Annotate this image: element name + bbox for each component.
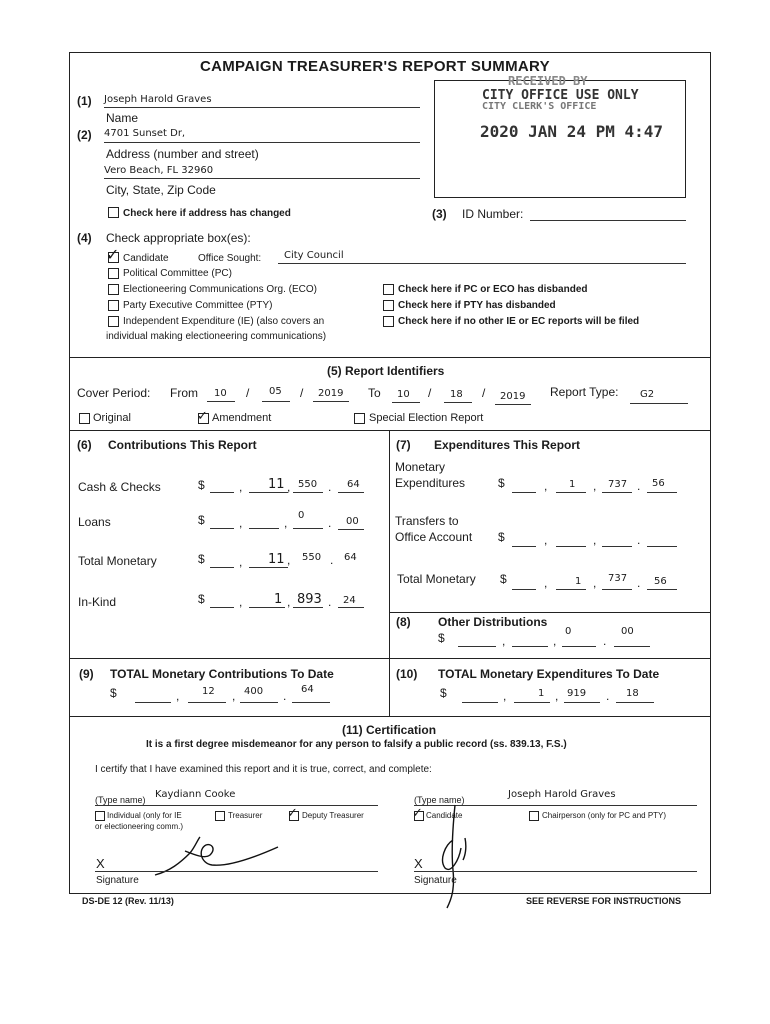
check-boxes-label: Check appropriate box(es): (106, 231, 251, 245)
office-sought-label: Office Sought: (198, 253, 262, 264)
pc-disband-checkbox[interactable] (383, 284, 394, 295)
name-line (104, 107, 420, 108)
slash-3: / (428, 386, 432, 400)
office-sought-value[interactable]: City Council (284, 250, 344, 261)
left-type-name-value[interactable]: Kaydiann Cooke (155, 789, 236, 800)
exp-to-date-thousands[interactable]: 1 (538, 688, 545, 699)
cash-comma: , (239, 480, 243, 494)
eco-checkbox[interactable] (108, 284, 119, 295)
special-election-checkbox[interactable] (354, 413, 365, 424)
city-value[interactable]: Vero Beach, FL 32960 (104, 165, 214, 176)
total-contrib-to-date-header: TOTAL Monetary Contributions To Date (110, 667, 334, 681)
divider-8 (389, 612, 710, 613)
contrib-to-date-comma: , (176, 689, 180, 703)
monetary-exp-comma: , (544, 479, 548, 493)
total-exp-thousands[interactable]: 1 (575, 576, 582, 587)
left-signature-x: X (96, 856, 105, 871)
contrib-to-date-line-3 (240, 702, 278, 703)
office-sought-line (278, 263, 686, 264)
to-label: To (368, 386, 381, 400)
individual-checkbox[interactable] (95, 811, 105, 821)
name-value[interactable]: Joseph Harold Graves (104, 94, 212, 105)
treasurer-label: Treasurer (228, 811, 263, 820)
certify-statement: I certify that I have examined this report and it is true, correct, and complete: (95, 764, 432, 775)
from-day-line (262, 401, 290, 402)
transfers-label-1: Transfers to (395, 514, 459, 528)
exp-to-date-hundreds[interactable]: 919 (567, 688, 587, 699)
contrib-to-date-cents[interactable]: 64 (301, 684, 314, 695)
report-type-value[interactable]: G2 (640, 389, 655, 400)
section-7-num: (7) (396, 438, 411, 452)
other-dist-dollars[interactable]: 0 (565, 626, 572, 637)
individual-label: Individual (only for IE (107, 811, 182, 820)
contrib-to-date-line-2 (188, 702, 226, 703)
total-exp-to-date-header: TOTAL Monetary Expenditures To Date (438, 667, 660, 681)
cash-line-4 (338, 492, 364, 493)
section-5-header: (5) Report Identifiers (327, 364, 445, 378)
section-10-num: (10) (396, 667, 418, 681)
slash-1: / (246, 386, 250, 400)
total-exp-line-2 (556, 589, 586, 590)
total-exp-hundreds[interactable]: 737 (608, 573, 628, 584)
eco-label: Electioneering Communications Org. (ECO) (123, 284, 317, 295)
total-contrib-line-2 (249, 567, 288, 568)
to-month[interactable]: 10 (397, 389, 410, 400)
contrib-to-date-dot: . (283, 689, 287, 703)
section-2-num: (2) (77, 128, 92, 142)
total-contrib-comma-2: , (287, 553, 291, 567)
other-dist-comma: , (502, 634, 506, 648)
right-signature-label: Signature (414, 875, 457, 886)
contrib-to-date-thousands[interactable]: 12 (202, 686, 215, 697)
monetary-exp-dot: . (637, 479, 641, 493)
original-checkbox[interactable] (79, 413, 90, 424)
total-contrib-cents[interactable]: 64 (344, 552, 357, 563)
contrib-to-date-comma-2: , (232, 689, 236, 703)
address-line (104, 142, 420, 143)
transfers-comma: , (544, 533, 548, 547)
exp-to-date-line-3 (564, 702, 600, 703)
left-signature-label: Signature (96, 875, 139, 886)
total-exp-dollar: $ (500, 572, 507, 586)
contrib-to-date-line-4 (292, 702, 330, 703)
total-contrib-line-1 (210, 567, 234, 568)
right-signature-scribble (425, 800, 485, 910)
inkind-dollar: $ (198, 592, 205, 606)
loans-dollar: $ (198, 513, 205, 527)
transfers-line-4 (647, 546, 677, 547)
pty-disband-checkbox[interactable] (383, 300, 394, 311)
contrib-to-date-line-1 (135, 702, 171, 703)
other-dist-dot: . (603, 634, 607, 648)
monetary-exp-hundreds[interactable]: 737 (608, 479, 628, 490)
loans-comma-2: , (284, 516, 288, 530)
total-exp-label: Total Monetary (397, 572, 476, 586)
to-day-line (444, 402, 472, 403)
section-8-num: (8) (396, 615, 411, 629)
monetary-exp-dollar: $ (498, 476, 505, 490)
exp-to-date-comma: , (503, 689, 507, 703)
inkind-cents[interactable]: 24 (343, 595, 356, 606)
total-contrib-thousands[interactable]: 11 (268, 552, 285, 567)
other-dist-line-4 (614, 646, 650, 647)
exp-to-date-line-1 (462, 702, 498, 703)
address-changed-label: Check here if address has changed (123, 208, 291, 219)
city-line (104, 178, 420, 179)
other-dist-dollar: $ (438, 631, 445, 645)
form-title: CAMPAIGN TREASURER'S REPORT SUMMARY (200, 58, 550, 75)
total-contrib-label: Total Monetary (78, 554, 157, 568)
see-reverse-instructions: SEE REVERSE FOR INSTRUCTIONS (526, 896, 682, 906)
address-value[interactable]: 4701 Sunset Dr, (104, 128, 186, 139)
section-3-num: (3) (432, 207, 447, 221)
total-exp-dot: . (637, 576, 641, 590)
received-stamp: RECEIVED BY (508, 74, 588, 88)
ie-label: Independent Expenditure (IE) (also covers an (123, 316, 325, 327)
loans-line-1 (210, 528, 234, 529)
other-dist-line-3 (562, 646, 596, 647)
loans-line-3 (293, 528, 323, 529)
to-day[interactable]: 18 (450, 389, 463, 400)
to-month-line (392, 402, 420, 403)
other-dist-line-1 (458, 646, 496, 647)
monetary-exp-label-2: Expenditures (395, 476, 466, 490)
transfers-comma-2: , (593, 533, 597, 547)
cash-line-1 (210, 492, 234, 493)
total-contrib-hundreds[interactable]: 550 (302, 552, 322, 563)
total-exp-cents[interactable]: 56 (654, 576, 667, 587)
cash-dollar: $ (198, 478, 205, 492)
total-exp-comma-2: , (593, 576, 597, 590)
loans-hundreds[interactable]: 0 (298, 510, 305, 521)
exp-to-date-dot: . (606, 689, 610, 703)
signer-candidate-label: Candidate (426, 811, 463, 820)
inkind-dot: . (328, 595, 332, 609)
cash-hundreds[interactable]: 550 (298, 479, 318, 490)
monetary-exp-line-3 (602, 492, 632, 493)
candidate-check-mark: ✓ (106, 247, 120, 264)
total-exp-line-1 (512, 589, 536, 590)
ie-checkbox[interactable] (108, 316, 119, 327)
right-type-name-label: (Type name) (414, 795, 465, 805)
certification-header: (11) Certification (342, 723, 437, 737)
from-year[interactable]: 2019 (318, 388, 344, 399)
amendment-label: Amendment (212, 412, 272, 424)
transfers-dot: . (637, 533, 641, 547)
report-type-label: Report Type: (550, 385, 619, 399)
from-year-line (313, 401, 349, 402)
exp-to-date-dollar: $ (440, 686, 447, 700)
loans-cents[interactable]: 00 (346, 516, 359, 527)
loans-line-4 (338, 529, 364, 530)
other-dist-comma-2: , (553, 634, 557, 648)
monetary-exp-line-1 (512, 492, 536, 493)
inkind-line-2 (249, 607, 285, 608)
cash-cents[interactable]: 64 (347, 479, 360, 490)
left-type-name-label: (Type name) (95, 795, 146, 805)
pc-disband-label: Check here if PC or ECO has disbanded (398, 284, 588, 295)
divider-6-7 (389, 430, 390, 716)
cash-comma-2: , (287, 480, 291, 494)
contributions-header: Contributions This Report (108, 438, 257, 452)
form-id: DS-DE 12 (Rev. 11/13) (82, 896, 174, 906)
divider-5 (69, 357, 710, 358)
loans-dot: . (328, 516, 332, 530)
no-other-label: Check here if no other IE or EC reports will be filed (398, 316, 640, 327)
cash-dot: . (328, 480, 332, 494)
left-signature-line (95, 871, 378, 872)
exp-to-date-cents[interactable]: 18 (626, 688, 639, 699)
slash-4: / (482, 386, 486, 400)
monetary-exp-label-1: Monetary (395, 460, 446, 474)
cash-thousands[interactable]: 11 (268, 477, 285, 492)
exp-to-date-line-4 (616, 702, 654, 703)
original-label: Original (93, 412, 131, 424)
total-exp-line-4 (647, 589, 677, 590)
pty-label: Party Executive Committee (PTY) (123, 300, 273, 311)
contrib-to-date-dollar: $ (110, 686, 117, 700)
pc-checkbox[interactable] (108, 268, 119, 279)
other-dist-line-2 (512, 646, 548, 647)
chairperson-label: Chairperson (only for PC and PTY) (542, 811, 667, 820)
from-month[interactable]: 10 (214, 388, 227, 399)
cash-line-2 (249, 492, 288, 493)
signer-candidate-check-mark: ✓ (412, 805, 423, 820)
loans-label: Loans (78, 515, 111, 529)
total-contrib-dot: . (330, 553, 334, 567)
clerk-office-stamp: CITY CLERK'S OFFICE (482, 101, 597, 112)
inkind-label: In-Kind (78, 595, 117, 609)
city-label: City, State, Zip Code (106, 183, 216, 197)
monetary-exp-comma-2: , (593, 479, 597, 493)
to-year[interactable]: 2019 (500, 391, 526, 402)
deputy-treasurer-label: Deputy Treasurer (302, 811, 364, 820)
chairperson-checkbox[interactable] (529, 811, 539, 821)
office-use-label: CITY OFFICE USE ONLY (482, 88, 639, 103)
deputy-check-mark: ✓ (287, 805, 298, 820)
individual-label-cont: or electioneering comm.) (95, 822, 184, 831)
address-label: Address (number and street) (106, 147, 259, 161)
cash-label: Cash & Checks (78, 480, 161, 494)
section-9-num: (9) (79, 667, 94, 681)
special-election-label: Special Election Report (369, 412, 484, 424)
loans-comma: , (239, 516, 243, 530)
inkind-comma: , (239, 595, 243, 609)
section-1-num: (1) (77, 94, 92, 108)
name-label: Name (106, 111, 139, 125)
slash-2: / (300, 386, 304, 400)
monetary-exp-cents[interactable]: 56 (652, 478, 665, 489)
amendment-check-mark: ✓ (197, 408, 208, 423)
other-dist-cents[interactable]: 00 (621, 626, 634, 637)
right-signature-line (414, 871, 697, 872)
monetary-exp-line-4 (647, 492, 677, 493)
pc-label: Political Committee (PC) (123, 268, 232, 279)
transfers-label-2: Office Account (395, 530, 473, 544)
exp-to-date-line-2 (514, 702, 550, 703)
divider-9 (69, 658, 710, 659)
from-month-line (207, 401, 235, 402)
divider-11 (69, 716, 710, 717)
report-type-line (630, 403, 688, 404)
transfers-line-1 (512, 546, 536, 547)
expenditures-header: Expenditures This Report (434, 438, 581, 452)
ie-label-cont: individual making electioneering communications) (106, 331, 327, 342)
section-4-num: (4) (77, 231, 92, 245)
monetary-exp-line-2 (556, 492, 586, 493)
left-type-name-line (95, 805, 378, 806)
stamp-datetime: 2020 JAN 24 PM 4:47 (480, 122, 664, 141)
inkind-hundreds[interactable]: 893 (297, 592, 322, 607)
from-day[interactable]: 05 (269, 386, 282, 397)
right-type-name-value[interactable]: Joseph Harold Graves (508, 789, 616, 800)
candidate-label: Candidate (123, 253, 169, 264)
cover-period-label: Cover Period: (77, 386, 151, 400)
exp-to-date-comma-2: , (555, 689, 559, 703)
misdemeanor-warning: It is a first degree misdemeanor for any person to falsify a public record (ss. 839.13, F.S.) (146, 739, 567, 750)
to-year-line (495, 404, 531, 405)
left-signature-scribble (150, 833, 290, 883)
transfers-dollar: $ (498, 530, 505, 544)
from-label: From (170, 386, 198, 400)
total-exp-comma: , (544, 576, 548, 590)
transfers-line-3 (602, 546, 632, 547)
id-number-line[interactable] (530, 220, 686, 221)
treasurer-checkbox[interactable] (215, 811, 225, 821)
inkind-line-3 (293, 607, 323, 608)
monetary-exp-thousands[interactable]: 1 (569, 479, 576, 490)
loans-line-2 (249, 528, 279, 529)
contrib-to-date-hundreds[interactable]: 400 (244, 686, 264, 697)
inkind-line-1 (210, 607, 234, 608)
id-number-label: ID Number: (462, 207, 524, 221)
transfers-line-2 (556, 546, 586, 547)
right-signature-x: X (414, 856, 423, 871)
pty-disband-label: Check here if PTY has disbanded (398, 300, 556, 311)
other-distributions-header: Other Distributions (438, 615, 548, 629)
address-changed-checkbox[interactable] (108, 207, 119, 218)
inkind-comma-2: , (287, 595, 291, 609)
cash-line-3 (293, 492, 323, 493)
inkind-line-4 (338, 607, 364, 608)
total-contrib-dollar: $ (198, 552, 205, 566)
section-6-num: (6) (77, 438, 92, 452)
total-contrib-comma: , (239, 555, 243, 569)
no-other-checkbox[interactable] (383, 316, 394, 327)
pty-checkbox[interactable] (108, 300, 119, 311)
total-exp-line-3 (602, 589, 632, 590)
inkind-thousands[interactable]: 1 (274, 592, 283, 607)
